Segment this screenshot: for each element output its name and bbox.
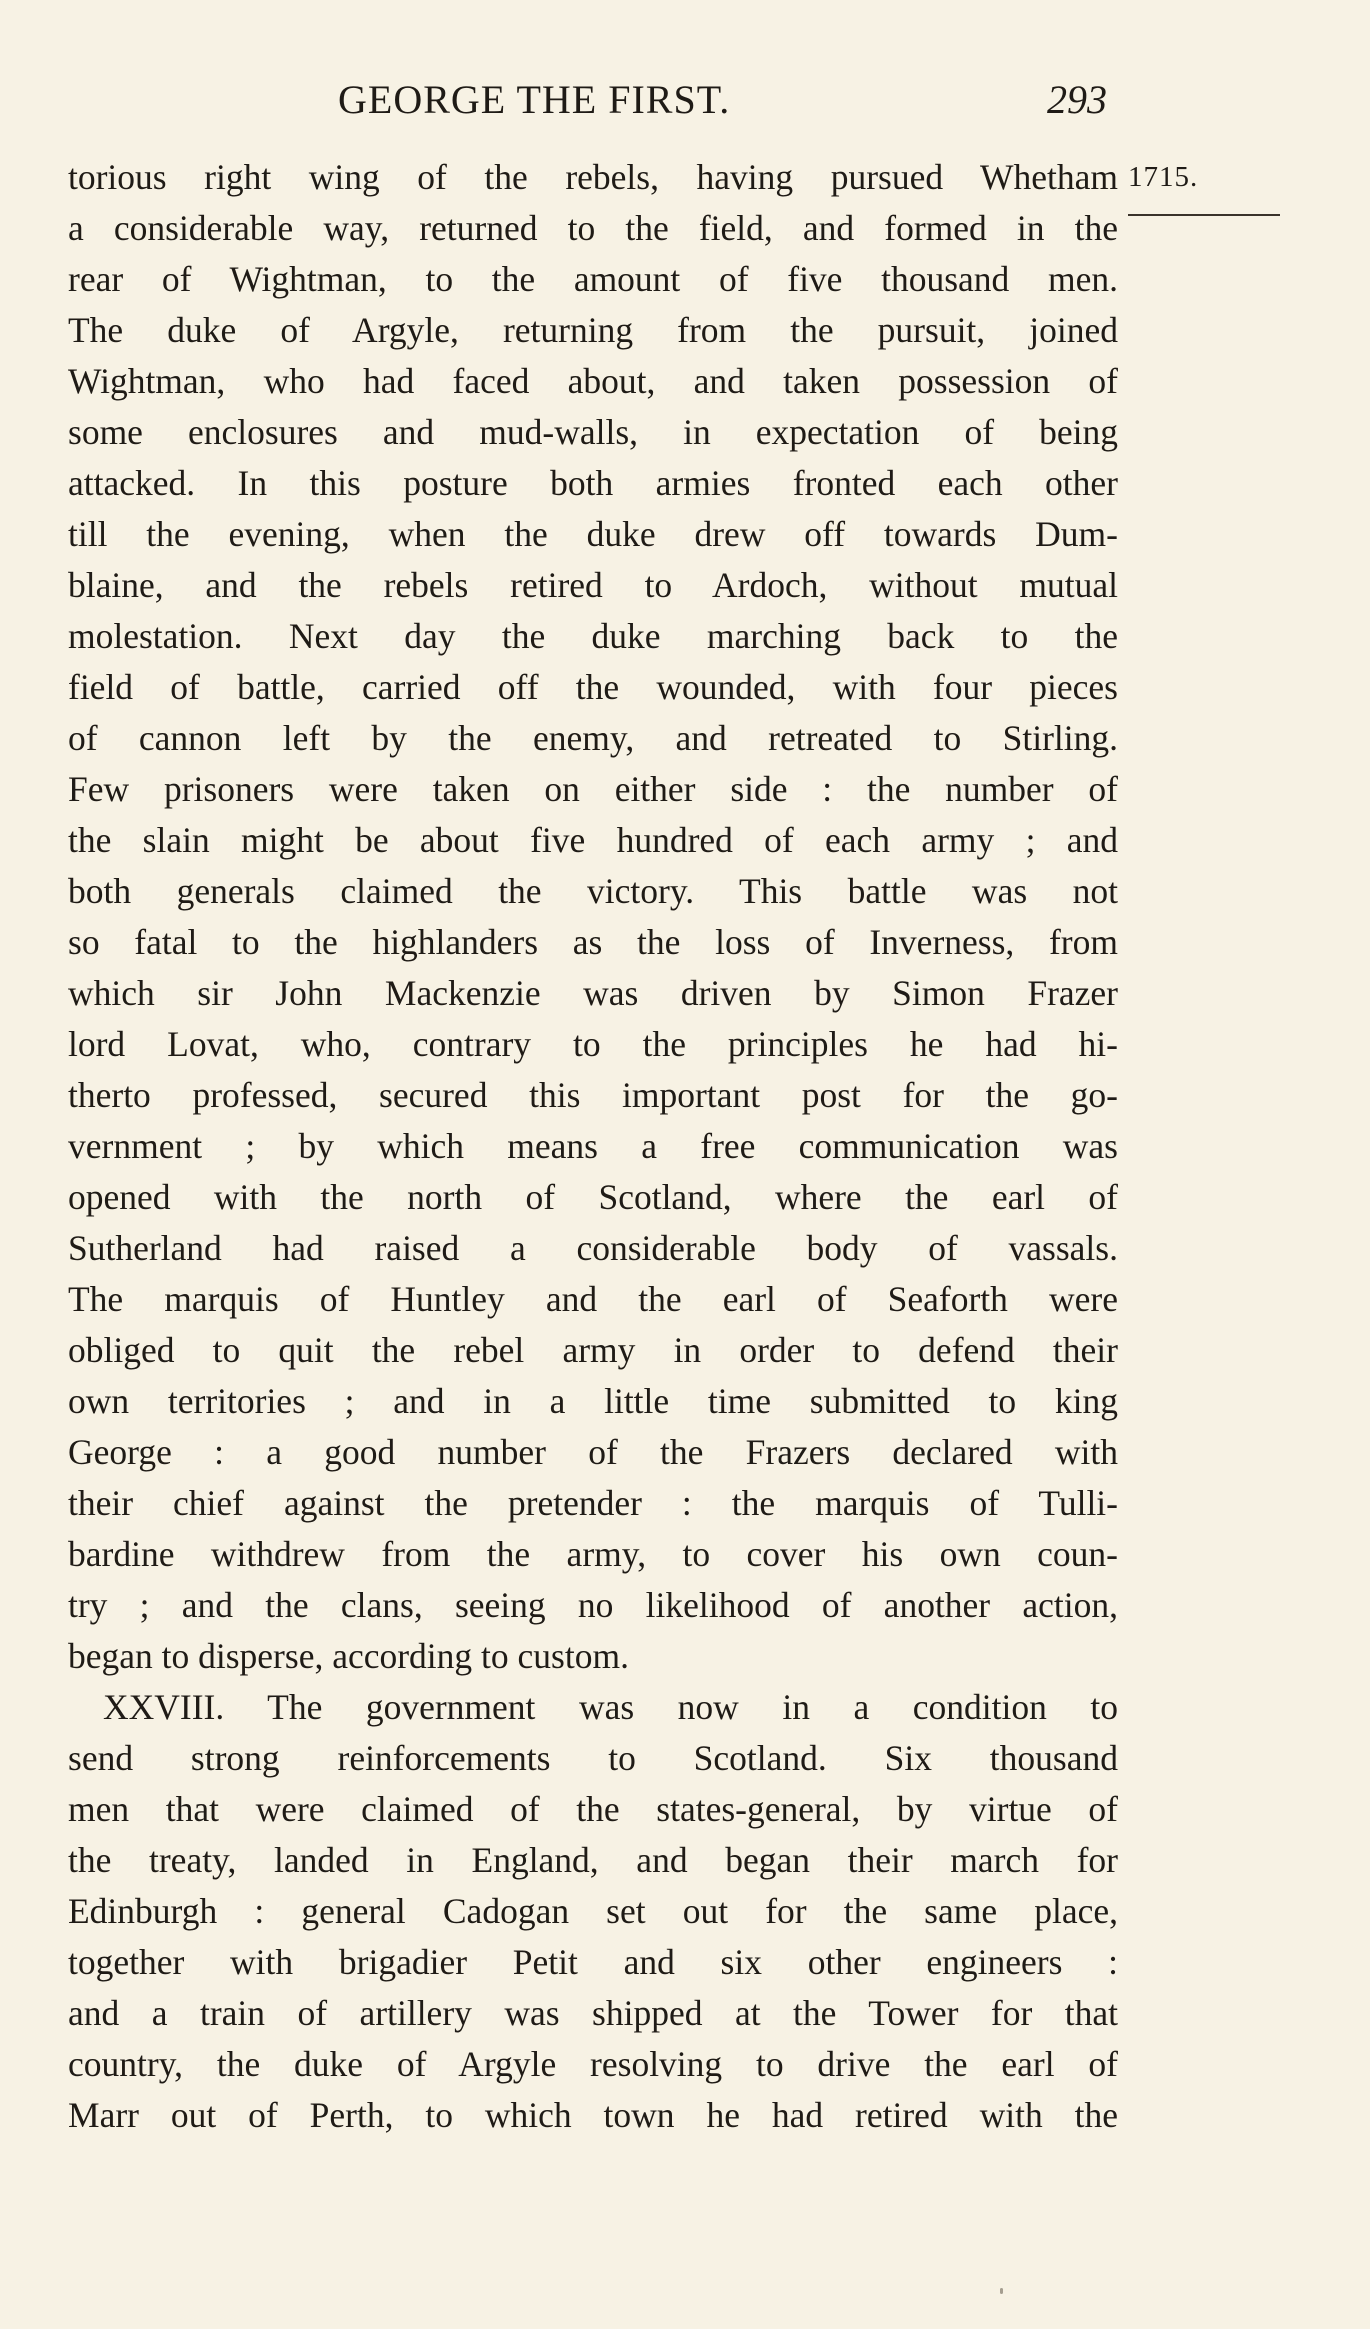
text-line: Wightman, who had faced about, and taken possession of [68, 361, 1118, 401]
page-number: 293 [1047, 77, 1107, 122]
text-line: try ; and the clans, seeing no likelihood of another action, [68, 1585, 1118, 1625]
text-line: and a train of artillery was shipped at the Tower for that [68, 1993, 1118, 2033]
text-line: men that were claimed of the states-general, by virtue of [68, 1789, 1118, 1829]
text-line: own territories ; and in a little time submitted to king [68, 1381, 1118, 1421]
text-line: The duke of Argyle, returning from the pursuit, joined [68, 310, 1118, 350]
text-line: their chief against the pretender : the marquis of Tulli- [68, 1483, 1118, 1523]
text-line: which sir John Mackenzie was driven by Simon Frazer [68, 973, 1118, 1013]
text-line: Edinburgh : general Cadogan set out for the same place, [68, 1891, 1118, 1931]
text-line: Marr out of Perth, to which town he had retired with the [68, 2095, 1118, 2135]
running-head [0, 72, 1370, 128]
text-line: attacked. In this posture both armies fronted each other [68, 463, 1118, 503]
text-line: vernment ; by which means a free communication was [68, 1126, 1118, 1166]
text-line: the treaty, landed in England, and began their march for [68, 1840, 1118, 1880]
margin-rule [1128, 214, 1280, 216]
text-line: George : a good number of the Frazers declared with [68, 1432, 1118, 1472]
text-line: blaine, and the rebels retired to Ardoch, without mutual [68, 565, 1118, 605]
text-line: send strong reinforcements to Scotland. Six thousand [68, 1738, 1118, 1778]
text-line: some enclosures and mud-walls, in expectation of being [68, 412, 1118, 452]
paper-speck [1000, 2288, 1003, 2294]
text-line: country, the duke of Argyle resolving to drive the earl of [68, 2044, 1118, 2084]
text-line: opened with the north of Scotland, where the earl of [68, 1177, 1118, 1217]
text-line: of cannon left by the enemy, and retreated to Stirling. [68, 718, 1118, 758]
body-text [68, 152, 1118, 2141]
running-title: GEORGE THE FIRST. [338, 77, 731, 122]
text-line: Few prisoners were taken on either side : the number of [68, 769, 1118, 809]
text-line: torious right wing of the rebels, having pursued Whetham [68, 157, 1118, 197]
text-line: so fatal to the highlanders as the loss of Inverness, from [68, 922, 1118, 962]
text-line: lord Lovat, who, contrary to the principles he had hi- [68, 1024, 1118, 1064]
section-start-line: XXVIII. The government was now in a condition to [103, 1687, 1118, 1727]
text-line: Sutherland had raised a considerable body of vassals. [68, 1228, 1118, 1268]
text-line: field of battle, carried off the wounded, with four pieces [68, 667, 1118, 707]
text-line: obliged to quit the rebel army in order to defend their [68, 1330, 1118, 1370]
text-line: together with brigadier Petit and six other engineers : [68, 1942, 1118, 1982]
text-line: therto professed, secured this important post for the go- [68, 1075, 1118, 1115]
text-line: bardine withdrew from the army, to cover his own coun- [68, 1534, 1118, 1574]
text-line: The marquis of Huntley and the earl of Seaforth were [68, 1279, 1118, 1319]
text-line: rear of Wightman, to the amount of five thousand men. [68, 259, 1118, 299]
text-line: the slain might be about five hundred of each army ; and [68, 820, 1118, 860]
margin-year: 1715. [1128, 161, 1199, 193]
text-line: till the evening, when the duke drew off towards Dum- [68, 514, 1118, 554]
text-line: molestation. Next day the duke marching back to the [68, 616, 1118, 656]
text-line: a considerable way, returned to the field, and formed in the [68, 208, 1118, 248]
text-line: both generals claimed the victory. This battle was not [68, 871, 1118, 911]
paragraph-end-line: began to disperse, according to custom. [68, 1636, 629, 1676]
